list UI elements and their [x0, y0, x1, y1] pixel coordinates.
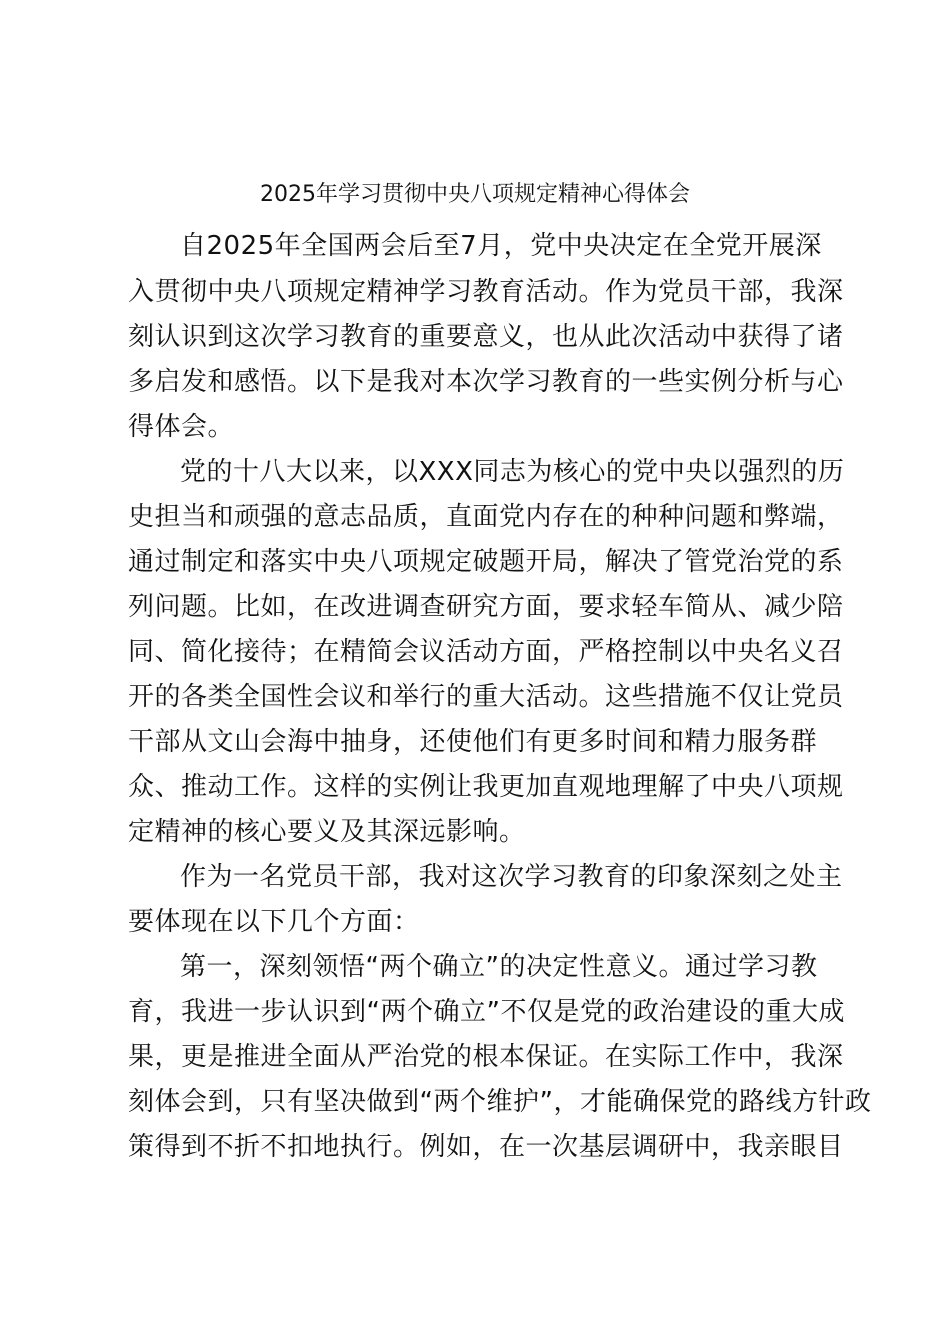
body-line: 多启发和感悟。以下是我对本次学习教育的一些实例分析与心	[128, 367, 844, 397]
body-line: 自2025年全国两会后至7月，党中央决定在全党开展深	[180, 231, 822, 261]
body-line: 开的各类全国性会议和举行的重大活动。这些措施不仅让党员	[128, 682, 844, 712]
body-line: 史担当和顽强的意志品质，直面党内存在的种种问题和弊端，	[128, 502, 844, 532]
body-line: 得体会。	[128, 412, 235, 442]
body-line: 策得到不折不扣地执行。例如，在一次基层调研中，我亲眼目	[128, 1132, 844, 1162]
body-line: 干部从文山会海中抽身，还使他们有更多时间和精力服务群	[128, 727, 818, 757]
body-line: 通过制定和落实中央八项规定破题开局，解决了管党治党的系	[128, 547, 844, 577]
body-line: 育，我进一步认识到“两个确立”不仅是党的政治建设的重大成	[128, 997, 845, 1027]
body-line: 作为一名党员干部，我对这次学习教育的印象深刻之处主	[180, 862, 843, 892]
body-line: 众、推动工作。这样的实例让我更加直观地理解了中央八项规	[128, 772, 844, 802]
body-line: 入贯彻中央八项规定精神学习教育活动。作为党员干部，我深	[128, 277, 844, 307]
body-line: 列问题。比如，在改进调查研究方面，要求轻车简从、减少陪	[128, 592, 844, 622]
body-line: 同、简化接待；在精简会议活动方面，严格控制以中央名义召	[128, 637, 844, 667]
body-line: 第一，深刻领悟“两个确立”的决定性意义。通过学习教	[180, 952, 818, 982]
body-line: 要体现在以下几个方面：	[128, 907, 420, 937]
body-line: 定精神的核心要义及其深远影响。	[128, 817, 526, 847]
body-line: 果，更是推进全面从严治党的根本保证。在实际工作中，我深	[128, 1042, 844, 1072]
document-title: 2025年学习贯彻中央八项规定精神心得体会	[260, 182, 690, 207]
body-line: 刻认识到这次学习教育的重要意义，也从此次活动中获得了诸	[128, 322, 844, 352]
body-line: 刻体会到，只有坚决做到“两个维护”，才能确保党的路线方针政	[128, 1087, 872, 1117]
body-line: 党的十八大以来，以XXX同志为核心的党中央以强烈的历	[180, 457, 845, 487]
